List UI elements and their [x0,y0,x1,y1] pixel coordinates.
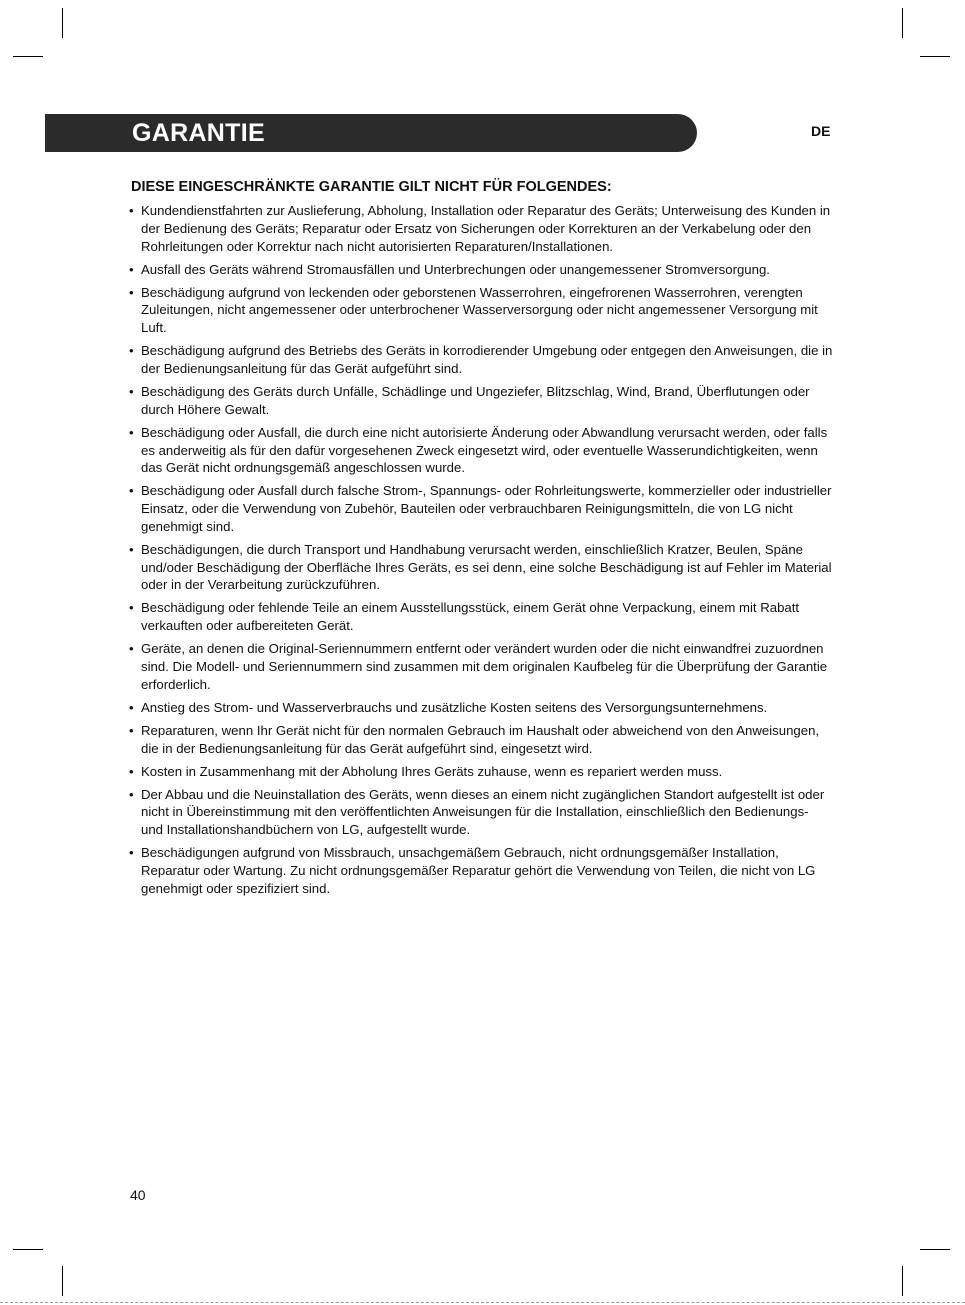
title-bar [45,114,697,152]
bottom-trim-line [0,1302,965,1303]
list-item: • Reparaturen, wenn Ihr Gerät nicht für den normalen Gebrauch im Haushalt oder abweichend von den Anweisungen, die in der Bedienungsanleitung für das Gerät aufgeführt sind, eingesetzt wird. [128,722,834,758]
list-item: • Beschädigung oder fehlende Teile an einem Ausstellungsstück, einem Gerät ohne Verpackung, einem mit Rabatt verkauften oder aufbereiteten Gerät. [128,599,834,635]
crop-mark-top-left-horizontal [13,56,43,57]
list-item: • Anstieg des Strom- und Wasserverbrauchs und zusätzliche Kosten seitens des Versorgungsunternehmens. [128,699,834,717]
list-item: • Beschädigung des Geräts durch Unfälle, Schädlinge und Ungeziefer, Blitzschlag, Wind, Brand, Überflutungen oder durch Höhere Gewalt. [128,383,834,419]
list-item: • Beschädigungen, die durch Transport und Handhabung verursacht werden, einschließlich Kratzer, Beulen, Späne und/oder Beschädigung der Oberfläche Ihres Geräts, es sei denn, eine solche Beschädigung ist auf Fehler im Material oder in der Verarbeitung zurückzuführen. [128,541,834,594]
list-item: • Beschädigung aufgrund des Betriebs des Geräts in korrodierender Umgebung oder entgegen den Anweisungen, die in der Bedienungsanleitung für das Gerät aufgeführt sind. [128,342,834,378]
crop-mark-bottom-right-vertical [902,1266,903,1296]
list-item: • Der Abbau und die Neuinstallation des Geräts, wenn dieses an einem nicht zugänglichen Standort aufgestellt ist oder nicht in Übereinstimmung mit den veröffentlichten Anweisungen für die Installation, einschließlich den Bedienungs- und Installationshandbüchern von LG, aufgestellt wurde. [128,786,834,839]
crop-mark-top-left-vertical [62,8,63,38]
list-item: • Beschädigungen aufgrund von Missbrauch, unsachgemäßem Gebrauch, nicht ordnungsgemäßer Installation, Reparatur oder Wartung. Zu nicht ordnungsgemäßer Reparatur gehört die Verwendung von Teilen, die nicht von LG genehmigt oder spezifiziert sind. [128,844,834,897]
page-title: GARANTIE [132,119,265,147]
list-item: • Beschädigung aufgrund von leckenden oder geborstenen Wasserrohren, eingefrorenen Wasserrohren, verengten Zuleitungen, nicht angemessener oder unterbrochener Wasserversorgung oder nicht angemessener Versorgung mit Luft. [128,284,834,337]
list-item: • Ausfall des Geräts während Stromausfällen und Unterbrechungen oder unangemessener Stromversorgung. [128,261,834,279]
crop-mark-bottom-right-horizontal [920,1249,950,1250]
language-code: DE [811,123,831,139]
list-item: • Beschädigung oder Ausfall, die durch eine nicht autorisierte Änderung oder Abwandlung verursacht werden, oder falls es anderweitig als für den dafür vorgesehenen Zweck eingesetzt wird, oder eventuelle Wasserundichtigkeiten, wenn das Gerät nicht ordnungsgemäß angeschlossen wurde. [128,424,834,477]
crop-mark-bottom-left-horizontal [13,1249,43,1250]
crop-mark-bottom-left-vertical [62,1266,63,1296]
list-item: • Kundendienstfahrten zur Auslieferung, Abholung, Installation oder Reparatur des Geräts; Unterweisung des Kunden in der Bedienung des Geräts; Reparatur oder Ersatz von Sicherungen oder Korrekturen an der Verkabelung oder den Rohrleitungen oder Korrektur nach nicht autorisierten Reparaturen/Installationen. [128,202,834,255]
page-number: 40 [130,1187,146,1203]
list-item: • Beschädigung oder Ausfall durch falsche Strom-, Spannungs- oder Rohrleitungswerte, kommerzieller oder industrieller Einsatz, oder die Verwendung von Zubehör, Bauteilen oder verbrauchbaren Reinigungsmitteln, die von LG nicht genehmigt sind. [128,482,834,535]
section-heading: DIESE EINGESCHRÄNKTE GARANTIE GILT NICHT FÜR FOLGENDES: [131,179,612,195]
exclusion-list [128,202,834,903]
crop-mark-top-right-horizontal [920,56,950,57]
list-item: • Kosten in Zusammenhang mit der Abholung Ihres Geräts zuhause, wenn es repariert werden muss. [128,763,834,781]
crop-mark-top-right-vertical [902,8,903,38]
list-item: • Geräte, an denen die Original-Seriennummern entfernt oder verändert wurden oder die nicht einwandfrei zuzuordnen sind. Die Modell- und Seriennummern sind zusammen mit dem originalen Kaufbeleg für die Überprüfung der Garantie erforderlich. [128,640,834,693]
